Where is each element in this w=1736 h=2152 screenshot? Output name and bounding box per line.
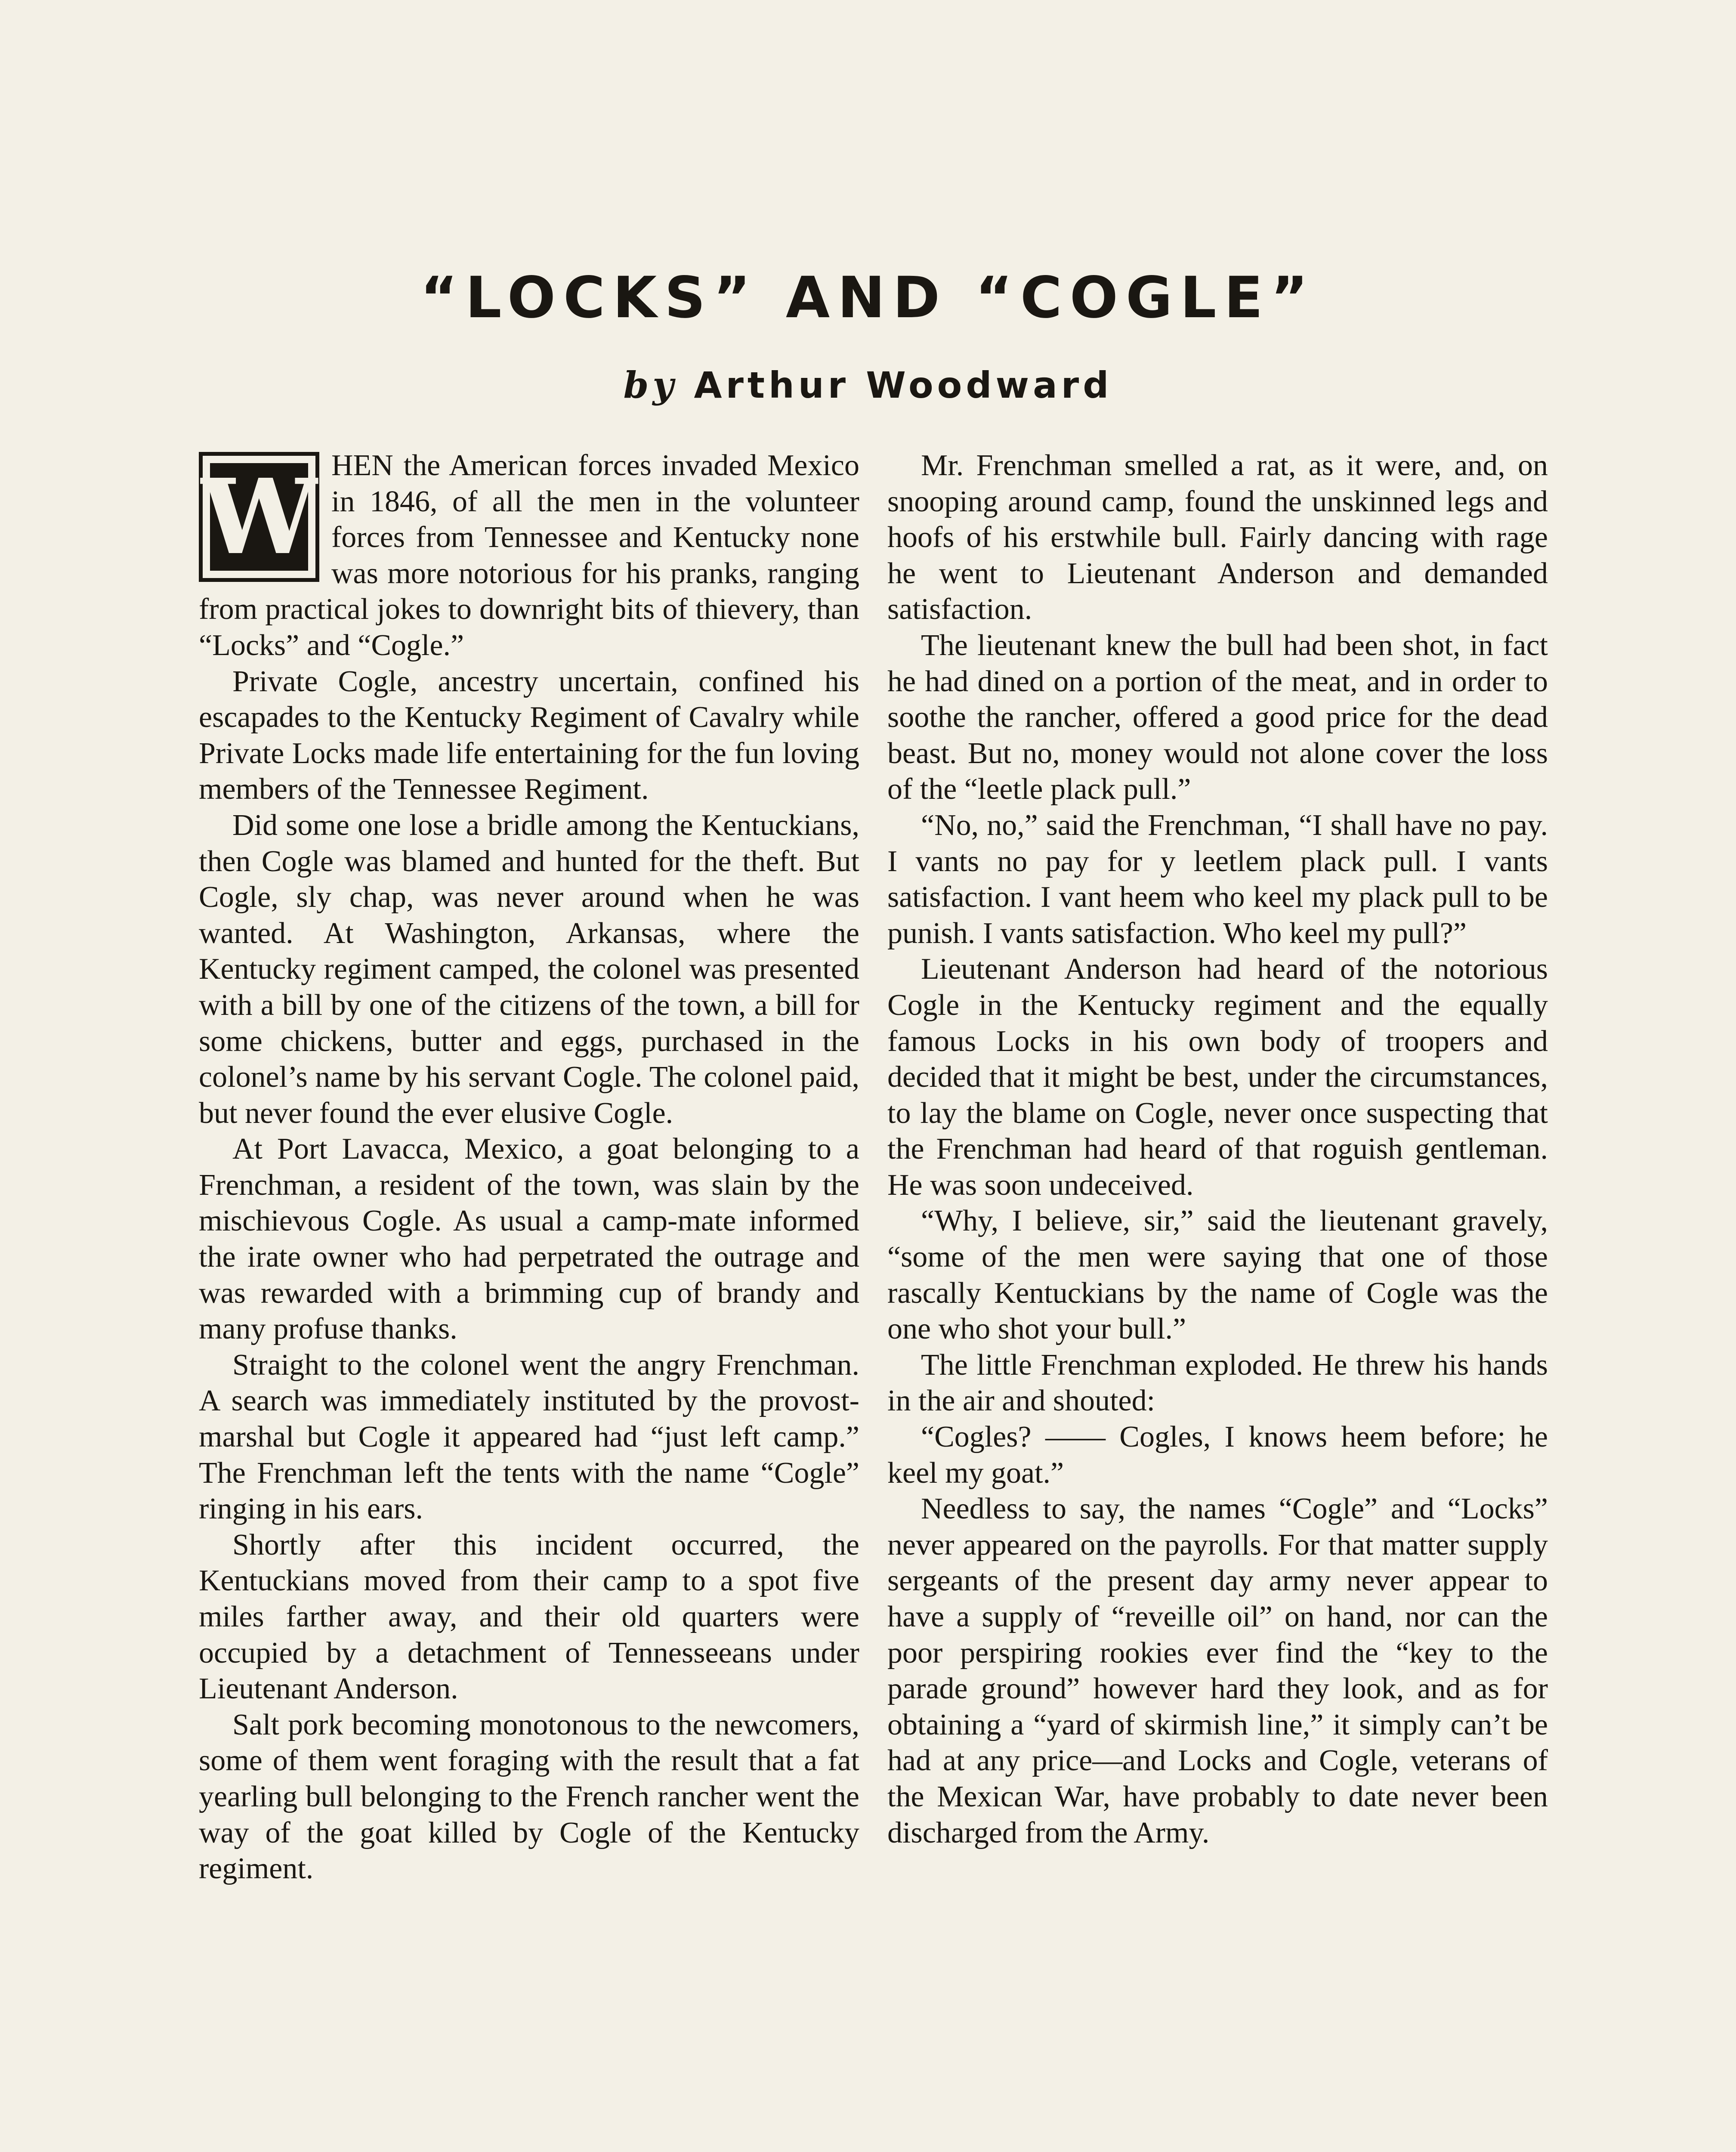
paragraph: “Why, I believe, sir,” said the lieutenant gravely, “some of the men were saying that one of those rascally Kentuckians by the name of Cogle was the one who shot your bull.”	[887, 1204, 1548, 1346]
paragraph: Private Cogle, ancestry uncertain, confined his escapades to the Kentucky Regiment of Cavalry while Private Locks made life entertaining for the fun loving members of the Tennessee Regiment.	[199, 665, 859, 806]
paragraph: “Cogles? —— Cogles, I knows heem before; he keel my goat.”	[887, 1420, 1548, 1490]
paragraph: “No, no,” said the Frenchman, “I shall have no pay. I vants no pay for y leetlem plack pull. I vants satisfaction. I vant heem who keel my plack pull to be punish. I vants satisfaction. Who keel my pull?”	[887, 808, 1548, 950]
byline	[0, 364, 1736, 406]
byline-by: by	[623, 364, 678, 406]
article-title: “LOCKS” AND “COGLE”	[420, 265, 1316, 331]
paragraph: Straight to the colonel went the angry Frenchman. A search was immediately instituted by the provost-marshal but Cogle it appeared had “just left camp.” The Frenchman left the tents with the name “Cogle” ringing in his ears.	[199, 1348, 859, 1526]
right-column	[887, 448, 1548, 1851]
drop-cap	[199, 452, 319, 582]
paragraph: The lieutenant knew the bull had been shot, in fact he had dined on a portion of the meat, and in order to soothe the rancher, offered a good price for the dead beast. But no, money would not alone cover the loss of the “leetle plack pull.”	[887, 628, 1548, 806]
paragraph: Lieutenant Anderson had heard of the notorious Cogle in the Kentucky regiment and the equally famous Locks in his own body of troopers and decided that it might be best, under the circumstances, to lay the blame on Cogle, never once suspecting that the Frenchman had heard of that roguish gentleman. He was soon undeceived.	[887, 952, 1548, 1202]
paragraph: At Port Lavacca, Mexico, a goat belonging to a Frenchman, a resident of the town, was slain by the mischievous Cogle. As usual a camp-mate informed the irate owner who had perpetrated the outrage and was rewarded with a brimming cup of brandy and many profuse thanks.	[199, 1132, 859, 1346]
paragraph: HEN the American forces invaded Mexico in 1846, of all the men in the volunteer forces from Tennessee and Kentucky none was more notorious for his pranks, ranging from practical jokes to downright bits of thievery, than “Locks” and “Cogle.”	[199, 449, 859, 662]
author-name: Arthur Woodward	[694, 364, 1113, 406]
paragraph: Needless to say, the names “Cogle” and “Locks” never appeared on the payrolls. For that matter supply sergeants of the present day army never appear to have a supply of “reveille oil” on hand, nor can the poor perspiring rookies ever find the “key to the parade ground” however hard they look, and as for obtaining a “yard of skirmish line,” it simply can’t be had at any price—and Locks and Cogle, veterans of the Mexican War, have probably to date never been discharged from the Army.	[887, 1492, 1548, 1849]
paragraph: The little Frenchman exploded. He threw his hands in the air and shouted:	[887, 1348, 1548, 1418]
paragraph: Did some one lose a bridle among the Kentuckians, then Cogle was blamed and hunted for the theft. But Cogle, sly chap, was never around when he was wanted. At Washington, Arkansas, where the Kentucky regiment camped, the colonel was presented with a bill by one of the citizens of the town, a bill for some chickens, butter and eggs, purchased in the colonel’s name by his servant Cogle. The colonel paid, but never found the ever elusive Cogle.	[199, 808, 859, 1130]
paragraph: Mr. Frenchman smelled a rat, as it were, and, on snooping around camp, found the unskinned legs and hoofs of his erstwhile bull. Fairly dancing with rage he went to Lieutenant Anderson and demanded satisfaction.	[887, 449, 1548, 626]
drop-cap-letter: W	[201, 456, 317, 578]
paragraph: Shortly after this incident occurred, the Kentuckians moved from their camp to a spot five miles farther away, and their old quarters were occupied by a detachment of Tennesseeans under Lieutenant Anderson.	[199, 1528, 859, 1706]
paragraph: Salt pork becoming monotonous to the newcomers, some of them went foraging with the result that a fat yearling bull belonging to the French rancher went the way of the goat killed by Cogle of the Kentucky regiment.	[199, 1708, 859, 1886]
left-column	[199, 448, 859, 1887]
